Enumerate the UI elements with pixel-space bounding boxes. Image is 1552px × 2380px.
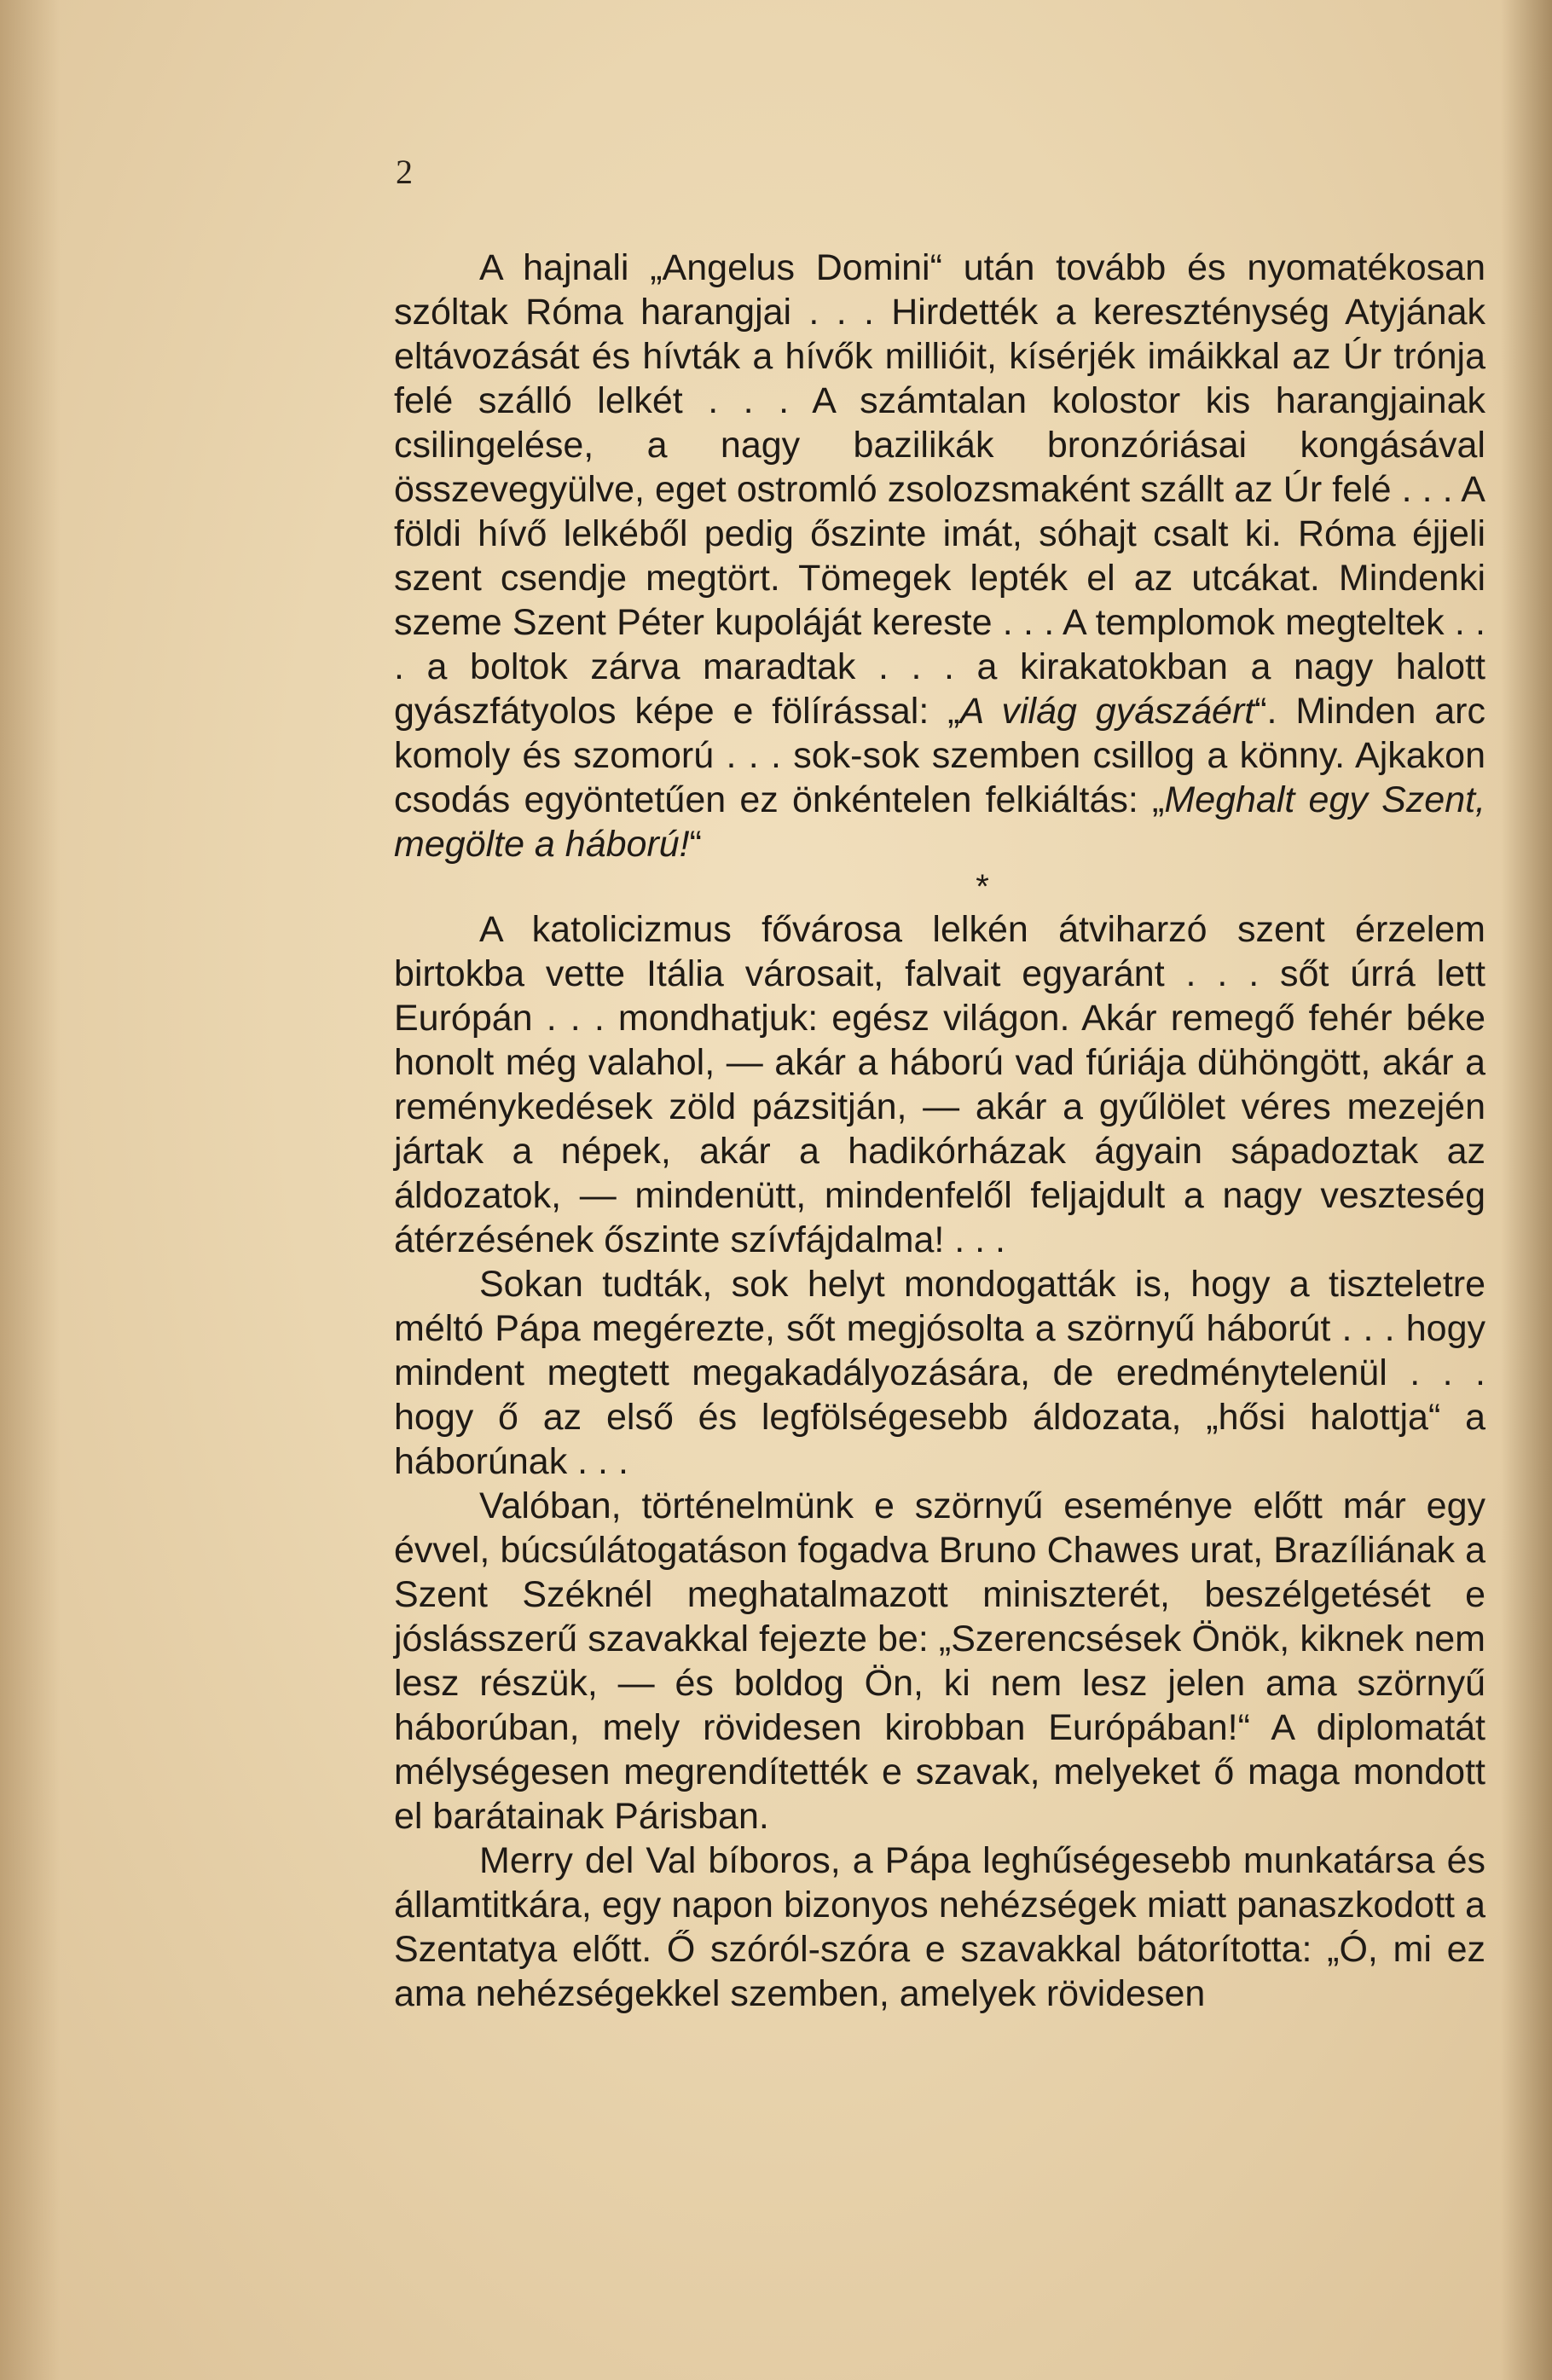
- paragraph-3: Sokan tudták, sok helyt mondogatták is, hogy a tiszteletre méltó Pápa megérezte, sőt megjósolta a szörnyű háborút . . . hogy mindent megtett megakadályozására, de eredménytelenül . . . hogy ő az első és legfölségesebb áldozata, „hősi halottja“ a háborúnak . . .: [394, 1264, 1485, 1482]
- paragraph-1-text-b: “. Minden arc komoly és szomorú . . . sok-sok szemben csillog a könny. Ajkakon csodás egyöntetűen ez önkéntelen felkiáltás: „: [394, 691, 1485, 820]
- section-separator: *: [976, 868, 989, 906]
- paragraph-1-emphasis-2: Meghalt egy Szent, megölte a háború!: [394, 779, 1485, 865]
- paragraph-1-text-a: A hajnali „Angelus Domini“ után tovább és nyomatékosan szóltak Róma harangjai . . . Hirdették a kereszténység Atyjának eltávozását és hívták a hívők millióit, kísérjék imáikkal az Úr trónja felé szálló lelkét . . . A számtalan kolostor kis harangjainak csilingelése, a nagy bazilikák bronzóriásai kongásával összevegyülve, eget ostromló zsolozsmaként szállt az Úr felé . . . A földi hívő lelkéből pedig őszinte imát, sóhajt csalt ki. Róma éjjeli szent csendje megtört. Tömegek lepték el az utcákat. Mindenki szeme Szent Péter kupoláját kereste . . . A templomok megteltek . . . a boltok zárva maradtak . . . a kirakatokban a nagy halott gyászfátyolos képe e fölírással: „: [394, 247, 1485, 732]
- page-number: 2: [396, 153, 413, 191]
- body-text: [394, 246, 1485, 2016]
- paragraph-1: [394, 246, 1485, 866]
- paragraph-1-emphasis-1: A világ gyászáért: [959, 691, 1255, 732]
- paragraph-2: A katolicizmus fővárosa lelkén átviharzó szent érzelem birtokba vette Itália városait, falvait egyaránt . . . sőt úrrá lett Európán . . . mondhatjuk: egész világon. Akár remegő fehér béke honolt még valahol, — akár a háború vad fúriája dühöngött, akár a reménykedések zöld pázsitján, — akár a gyűlölet véres mezején jártak a népek, akár a hadikórházak ágyain sápadoztak az áldozatok, — mindenütt, mindenfelől feljajdult a nagy veszteség átérzésének őszinte szívfájdalma! . . .: [394, 909, 1485, 1260]
- paragraph-5: Merry del Val bíboros, a Pápa leghűségesebb munkatársa és államtitkára, egy napon bizonyos nehézségek miatt panaszkodott a Szentatya előtt. Ő szóról-szóra e szavakkal bátorította: „Ó, mi ez ama nehézségekkel szemben, amelyek rövidesen: [394, 1840, 1485, 2014]
- paragraph-4: Valóban, történelmünk e szörnyű eseménye előtt már egy évvel, búcsúlátogatáson fogadva Bruno Chawes urat, Brazíliának a Szent Széknél meghatalmazott miniszterét, beszélgetését e jóslásszerű szavakkal fejezte be: „Szerencsések Önök, kiknek nem lesz részük, — és boldog Ön, ki nem lesz jelen ama szörnyű háborúban, mely rövidesen kirobban Európában!“ A diplomatát mélységesen megrendítették e szavak, melyeket ő maga mondott el barátainak Párisban.: [394, 1485, 1485, 1837]
- paragraph-1-text-c: “: [689, 824, 702, 865]
